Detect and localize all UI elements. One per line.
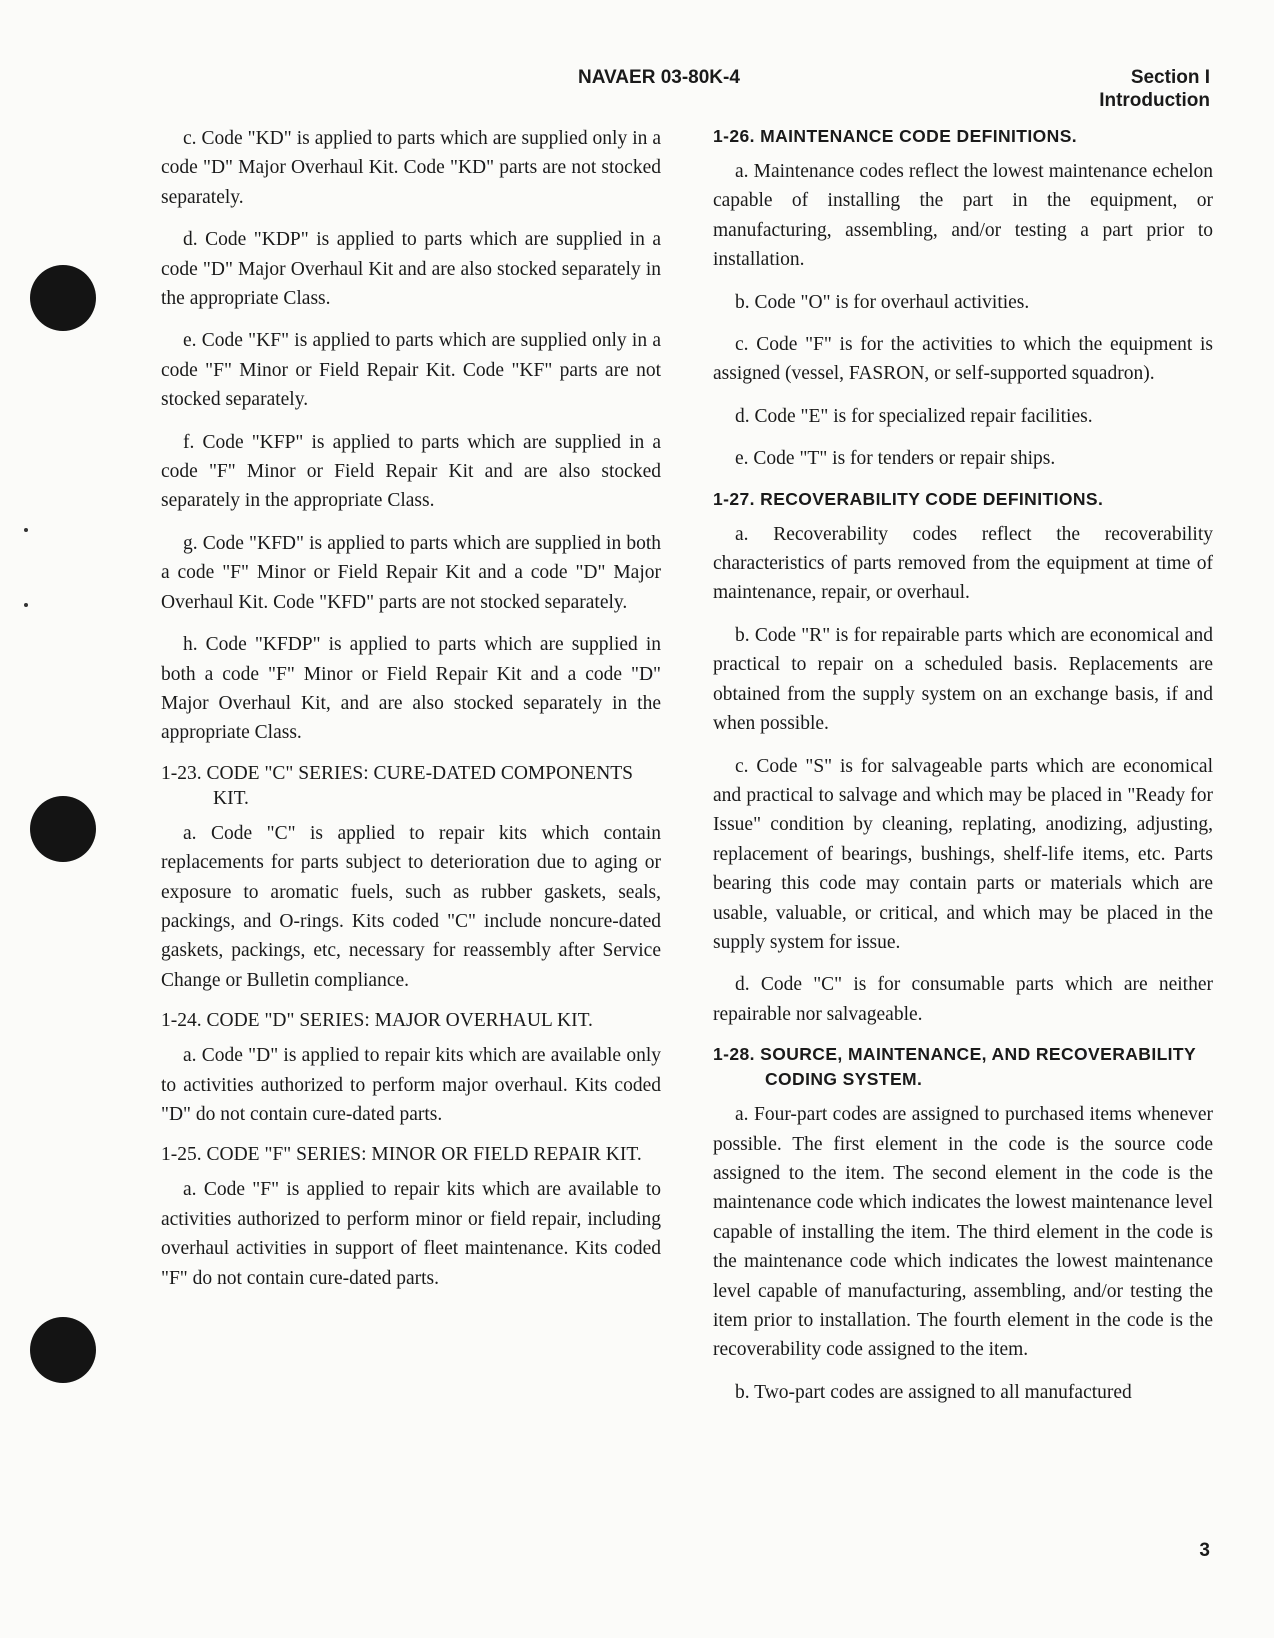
paragraph-1-26-b: b. Code "O" is for overhaul activities. [735, 291, 1030, 313]
paragraph-kf: e. Code "KF" is applied to parts which are supplied only in a code "F" Minor or Field Repair Kit. Code "KF" parts are not stocked separately. [161, 330, 661, 411]
document-number: NAVAER 03-80K-4 [578, 67, 740, 88]
heading-1-25: 1-25. CODE "F" SERIES: MINOR OR FIELD REPAIR KIT. [161, 1144, 642, 1166]
paragraph-1-27-a: a. Recoverability codes reflect the recoverability characteristics of parts removed from the equipment at time of maintenance, repair, or overhaul. [713, 523, 1213, 604]
paragraph-1-27-d: d. Code "C" is for consumable parts which are neither repairable nor salvageable. [713, 974, 1213, 1025]
binder-hole-middle [30, 796, 96, 862]
paragraph-1-28-a: a. Four-part codes are assigned to purchased items whenever possible. The first element in the code is the source code assigned to the item. The second element in the code is the maintenance code which indicates the lowest maintenance level capable of installing the item. The third element in the code is the maintenance code which indicates the lowest maintenance level capable of manufacturing, assembling, and/or testing the item prior to installation. The fourth element in the code is the recoverability code assigned to the item. [713, 1104, 1213, 1361]
heading-1-26: 1-26. MAINTENANCE CODE DEFINITIONS. [713, 126, 1078, 146]
left-column [161, 124, 661, 1306]
paragraph-kdp: d. Code "KDP" is applied to parts which are supplied in a code "D" Major Overhaul Kit and are also stocked separately in the appropriate Class. [161, 229, 661, 310]
section-title: Introduction [1099, 90, 1210, 111]
heading-1-27: 1-27. RECOVERABILITY CODE DEFINITIONS. [713, 488, 1104, 509]
paragraph-1-26-a: a. Maintenance codes reflect the lowest maintenance echelon capable of installing the part in the equipment, or manufacturing, assembling, and/or testing a part prior to installation. [713, 161, 1213, 271]
heading-1-24: 1-24. CODE "D" SERIES: MAJOR OVERHAUL KIT. [161, 1010, 593, 1032]
section-label [1099, 66, 1210, 112]
paragraph-1-25-a: a. Code "F" is applied to repair kits which are available to activities authorized to perform minor or field repair, including overhaul activities in support of fleet maintenance. Kits coded "F" do not contain cure-dated parts. [161, 1179, 661, 1289]
paragraph-1-24-a: a. Code "D" is applied to repair kits which are available only to activities authorized to perform major overhaul. Kits coded "D" do not contain cure-dated parts. [161, 1045, 661, 1125]
paragraph-kd: c. Code "KD" is applied to parts which are supplied only in a code "D" Major Overhaul Kit. Code "KD" parts are not stocked separately. [161, 128, 661, 208]
heading-1-28: 1-28. SOURCE, MAINTENANCE, AND RECOVERABILITY CODING SYSTEM. [713, 1044, 1196, 1090]
paragraph-1-27-c: c. Code "S" is for salvageable parts which are economical and practical to salvage and which may be placed in "Ready for Issue" condition by cleaning, replating, anodizing, adjusting, replacement of bearings, bushings, shelf-life items, etc. Parts bearing this code may contain parts or materials which are usable, valuable, or critical, and which may be placed in the supply system for issue. [713, 755, 1213, 953]
page-number: 3 [1199, 1540, 1210, 1561]
binder-hole-bottom [30, 1317, 96, 1383]
paragraph-kfdp: h. Code "KFDP" is applied to parts which are supplied in both a code "F" Minor or Field Repair Kit and a code "D" Major Overhaul Kit, and are also stocked separately in the appropriate Class. [161, 634, 661, 744]
binder-hole-top [30, 265, 96, 331]
scan-speck [24, 528, 28, 532]
scan-speck [24, 603, 28, 607]
paragraph-kfp: f. Code "KFP" is applied to parts which are supplied in a code "F" Minor or Field Repair Kit and are also stocked separately in the appropriate Class. [161, 431, 661, 512]
paragraph-1-28-b: b. Two-part codes are assigned to all manufactured [735, 1381, 1132, 1403]
right-column [713, 124, 1213, 1420]
paragraph-kfd: g. Code "KFD" is applied to parts which are supplied in both a code "F" Minor or Field Repair Kit and a code "D" Major Overhaul Kit. Code "KFD" parts are not stocked separately. [161, 532, 661, 613]
paragraph-1-23-a: a. Code "C" is applied to repair kits which contain replacements for parts subject to deterioration due to aging or exposure to aromatic fuels, such as rubber gaskets, seals, packings, and O-rings. Kits coded "C" include noncure-dated gaskets, packings, etc, necessary for reassembly after Service Change or Bulletin compliance. [161, 822, 661, 991]
section-number: Section I [1130, 67, 1210, 88]
heading-1-23: 1-23. CODE "C" SERIES: CURE-DATED COMPONENTS KIT. [161, 762, 634, 809]
paragraph-1-26-e: e. Code "T" is for tenders or repair ships. [735, 448, 1056, 470]
paragraph-1-27-b: b. Code "R" is for repairable parts which are economical and practical to repair on a scheduled basis. Replacements are obtained from the supply system on an exchange basis, if and when possible. [713, 624, 1213, 735]
paragraph-1-26-c: c. Code "F" is for the activities to which the equipment is assigned (vessel, FASRON, or self-supported squadron). [713, 334, 1213, 385]
paragraph-1-26-d: d. Code "E" is for specialized repair facilities. [735, 405, 1093, 427]
